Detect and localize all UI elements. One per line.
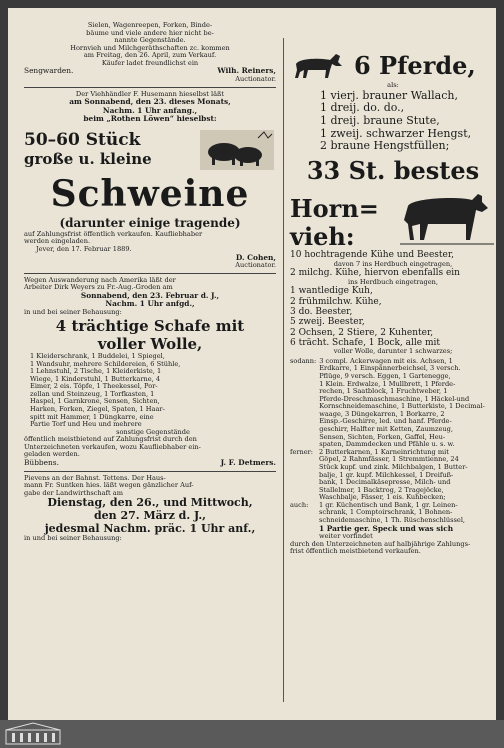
cattle-item: 2 milchg. Kühe, hiervon ebenfalls ein bbox=[290, 268, 460, 279]
ferner-item: Göpel, 2 Rahmfässer, 1 Stremmtienne, 24 bbox=[319, 455, 459, 464]
cattle-horn: Horn= bbox=[290, 194, 379, 224]
cattle-item: 10 hochtragende Kühe und Beester, bbox=[290, 250, 455, 261]
closing-line: frist öffentlich meistbietend verkaufen. bbox=[290, 547, 421, 556]
cattle-item: 1 wantledige Kuh, bbox=[290, 286, 373, 297]
sheep-place: Bübbens. bbox=[24, 458, 59, 468]
separator bbox=[24, 273, 276, 274]
bottom-date: jedesmal Nachm. präc. 1 Uhr anf., bbox=[44, 521, 256, 535]
left-column bbox=[24, 22, 276, 714]
cattle-item: davon 7 ins Herdbuch eingetragen, bbox=[333, 259, 453, 268]
notice-signer-title: Auctionator. bbox=[235, 74, 276, 83]
bottom-date: den 27. März d. J., bbox=[93, 508, 207, 522]
horses-als: als: bbox=[387, 81, 399, 89]
sodann-item: Pferde-Dreschmaschmaschine, 1 Häckel-und bbox=[319, 394, 470, 403]
ferner-item: balje, 1 gr. kupf. Milchkessel, 1 Dreifuß- bbox=[319, 470, 454, 479]
bottom-line: gabe der Landwirthschaft am bbox=[24, 488, 123, 497]
cattle-item: 5 zweij. Beester, bbox=[290, 317, 365, 328]
sodann-item: Kornschneidemaschine, 1 Butterkiste, 1 Decimal- bbox=[319, 402, 485, 411]
horse-icon bbox=[290, 50, 350, 82]
separator bbox=[24, 87, 276, 88]
notice-line: Sielen, Wagenreepen, Forken, Binde- bbox=[87, 21, 213, 29]
sheep-signature bbox=[24, 459, 276, 468]
horses-list bbox=[290, 90, 496, 153]
notice-line: am Freitag, den 26. April, zum Verkauf. bbox=[83, 51, 217, 60]
pig-date: Jever, den 17. Februar 1889. bbox=[36, 245, 132, 254]
sodann-item: 3 compl. Ackerwagen mit eis. Achsen, 1 bbox=[319, 356, 453, 365]
sheep-item: Eimer, 2 eis. Töpfe, 1 Theekessel, Por- bbox=[30, 382, 158, 391]
pig-terms: werden eingeladen. bbox=[24, 237, 91, 246]
sodann-item: spaten, Dammdecken und Pfähle u. s. w. bbox=[319, 440, 455, 449]
pigs-icon bbox=[198, 128, 276, 172]
auch-item: 1 gr. Küchentisch und Bank, 1 gr. Leinen- bbox=[319, 500, 458, 509]
closing-line: durch den Unterzeichneten auf halbjährige Zahlungs- bbox=[290, 539, 471, 548]
sodann-item: Einsp.-Geschirre, led. und hanf. Pferde- bbox=[319, 417, 452, 426]
pig-terms: auf Zahlungsfrist öffentlich verkaufen. Kaufliebhaber bbox=[24, 229, 203, 238]
notice-signer: Wilh. Reiners, bbox=[217, 66, 276, 76]
horses-headline: 6 Pferde, bbox=[354, 51, 476, 81]
notice-place: Sengwarden. bbox=[24, 66, 74, 76]
sheep-signer: J. F. Detmers. bbox=[220, 458, 276, 468]
horse-item: 1 dreij. braune Stute, bbox=[320, 113, 440, 127]
viewer-footer bbox=[0, 720, 504, 748]
separator bbox=[24, 471, 276, 472]
cattle-item: 3 do. Beester, bbox=[290, 306, 353, 317]
sheep-terms: öffentlich meistbietend auf Zahlungsfrist durch den bbox=[24, 435, 197, 444]
horse-item: 1 zweij. schwarzer Hengst, bbox=[320, 126, 472, 140]
horse-item: 1 dreij. do. do., bbox=[320, 101, 405, 115]
horse-item: 1 vierj. brauner Wallach, bbox=[320, 88, 458, 102]
cattle-list bbox=[290, 250, 496, 355]
ferner-item: Stallelmer, 1 Backtrog, 2 Tragejöcke, bbox=[319, 485, 444, 494]
pig-auction bbox=[24, 91, 276, 270]
auch-block bbox=[290, 502, 496, 541]
bottom-line: Pievens an der Bahnst. Tettens. Der Haus- bbox=[24, 473, 166, 482]
cattle-headline: 33 St. bestes bbox=[306, 155, 480, 185]
bottom-line: mann Fr. Suntken hies. läßt wegen gänzlicher Auf- bbox=[24, 481, 194, 490]
ferner-item: Stück kupf. und zink. Milchbalgen, 1 Butter- bbox=[319, 462, 468, 471]
horse-item: 2 braune Hengstfüllen; bbox=[320, 139, 450, 153]
newspaper-page bbox=[8, 8, 496, 720]
sheep-items bbox=[24, 353, 276, 436]
sodann-item: geschirr, Halfter mit Ketten, Zaumzeug, bbox=[319, 425, 453, 434]
sheep-terms: geladen werden. bbox=[24, 450, 80, 459]
ferner-item: bank, 1 Decimalkäsepresse, Milch- und bbox=[319, 478, 451, 487]
sheep-item: 1 Lehnstuhl, 2 Tische, 1 Kleiderkiste, 1 bbox=[30, 367, 162, 376]
sheep-item: Harken, Forken, Ziegel, Spaten, 1 Haar- bbox=[30, 405, 165, 414]
pig-signer: D. Cohen, bbox=[235, 252, 276, 262]
pig-line: am Sonnabend, den 23. dieses Monats, bbox=[69, 97, 231, 107]
sheep-item: zellan und Steinzeug, 1 Torfkasten, 1 bbox=[30, 389, 155, 398]
pig-line: beim „Rothen Löwen“ hieselbst: bbox=[83, 114, 217, 124]
right-column bbox=[290, 22, 496, 714]
speck-item: 1 Partie ger. Speck und was sich bbox=[319, 523, 454, 533]
sheep-line: Wegen Auswanderung nach Amerika läßt der bbox=[24, 275, 176, 284]
sodann-item: 1 Klein. Erdwalze, 1 Mullbrett, 1 Pferde- bbox=[319, 379, 456, 388]
sheep-item: sonstige Gegenstände bbox=[116, 427, 190, 436]
ferner-item: Waschbalje, Fässer, 1 eis. Kuhbecken; bbox=[319, 493, 446, 502]
pig-headline: Schweine bbox=[50, 172, 250, 215]
bottom-auction bbox=[24, 475, 276, 543]
pig-headline-size: große u. kleine bbox=[24, 149, 152, 168]
sheep-auction bbox=[24, 277, 276, 468]
pig-line: Der Viehhändler F. Husemann hieselbst läßt bbox=[75, 89, 225, 98]
sheep-item: spitt mit Hammer, 1 Düngkarre, eine bbox=[30, 412, 154, 421]
sheep-headline: 4 trächtige Schafe mit bbox=[55, 317, 245, 336]
bottom-last: in und bei seiner Behausung: bbox=[24, 534, 122, 543]
notice-line: bäume und viele andere hier nicht be- bbox=[86, 28, 214, 37]
pig-headline-row bbox=[24, 128, 276, 172]
pig-line: Nachm. 1 Uhr anfang., bbox=[102, 105, 198, 115]
top-notice bbox=[24, 22, 276, 84]
bottom-date: Dienstag, den 26., und Mittwoch, bbox=[47, 496, 253, 510]
sheep-line: in und bei seiner Behausung: bbox=[24, 307, 122, 316]
auch-label: auch: bbox=[290, 500, 309, 509]
sheep-line: Nachm. 1 Uhr anfgd., bbox=[105, 299, 195, 309]
ferner-label: ferner: bbox=[290, 447, 314, 456]
sodann-item: waage, 3 Düngekarren, 1 Borkarre, 2 bbox=[319, 409, 445, 418]
cow-icon bbox=[398, 184, 496, 250]
cattle-vieh: vieh: bbox=[290, 221, 355, 251]
sodann-item: Erdkarre, 1 Einspännerbeichsel, 3 versch. bbox=[319, 364, 461, 373]
column-divider bbox=[283, 38, 284, 702]
sheep-item: Haspel, 1 Garnkrone, Sensen, Sichten, bbox=[30, 397, 160, 406]
notice-line: nannte Gegenstände. bbox=[114, 36, 186, 45]
sheep-headline: voller Wolle, bbox=[97, 334, 203, 353]
library-building-logo bbox=[4, 722, 62, 746]
sheep-item: 1 Kleiderschrank, 1 Buddelei, 1 Spiegel, bbox=[30, 351, 165, 360]
horses-heading bbox=[290, 50, 496, 82]
sheep-item: 1 Wandsuhr, mehrere Schildereien, 6 Stühle, bbox=[30, 359, 181, 368]
sheep-item: Wiege, 1 Kinderstuhl, 1 Butterkarne, 4 bbox=[30, 374, 161, 383]
sodann-label: sodann: bbox=[290, 356, 317, 365]
cattle-item: voller Wolle, darunter 1 schwarzes; bbox=[333, 347, 453, 356]
cattle-heading bbox=[290, 184, 496, 250]
notice-line: Käufer ladet freundlichst ein bbox=[101, 58, 199, 67]
sheep-line: Sonnabend, den 23. Februar d. J., bbox=[80, 290, 220, 300]
sodann-item: Pflüge, 9 versch. Eggen, 1 Gartenegge, bbox=[319, 372, 451, 381]
cattle-item: 2 Ochsen, 2 Stiere, 2 Kuhenter, bbox=[290, 327, 434, 338]
cattle-item: 2 frühmilchw. Kühe, bbox=[290, 296, 382, 307]
sodann-item: rechen, 1 Saatblock, 1 Fruchtweber, 1 bbox=[319, 387, 448, 396]
cattle-item: ins Herdbuch eingetragen, bbox=[348, 277, 438, 286]
ferner-item: 2 Butterkarnen, 1 Karneinrichtung mit bbox=[319, 447, 449, 456]
pig-headline-count: 50–60 Stück bbox=[24, 130, 141, 151]
sodann-item: Sensen, Sichten, Forken, Gaffel, Heu- bbox=[319, 432, 446, 441]
weiter-item: weiter vorfindet bbox=[319, 532, 373, 541]
sheep-line: Arbeiter Dirk Weyers zu Fr.-Aug.-Groden am bbox=[24, 283, 173, 292]
ferner-block bbox=[290, 449, 496, 502]
pig-sub: (darunter einige tragende) bbox=[59, 216, 241, 231]
sheep-item: Partie Torf und Heu und mehrere bbox=[30, 420, 142, 429]
sodann-block bbox=[290, 358, 496, 449]
cattle-item: 6 trächt. Schafe, 1 Bock, alle mit bbox=[290, 337, 440, 348]
notice-line: Hornvieh und Milchgeräthschaften zc. kommen bbox=[70, 43, 230, 52]
sheep-terms: Unterzeichneten verkaufen, wozu Kaufliebhaber ein- bbox=[24, 442, 201, 451]
auch-item: schneidemaschine, 1 Th. Rüschenschlüssel, bbox=[319, 516, 466, 524]
auch-item: schrank, 1 Comptoirschrank, 1 Bohnen- bbox=[319, 508, 453, 517]
pig-signer-title: Auctionator. bbox=[235, 261, 276, 270]
